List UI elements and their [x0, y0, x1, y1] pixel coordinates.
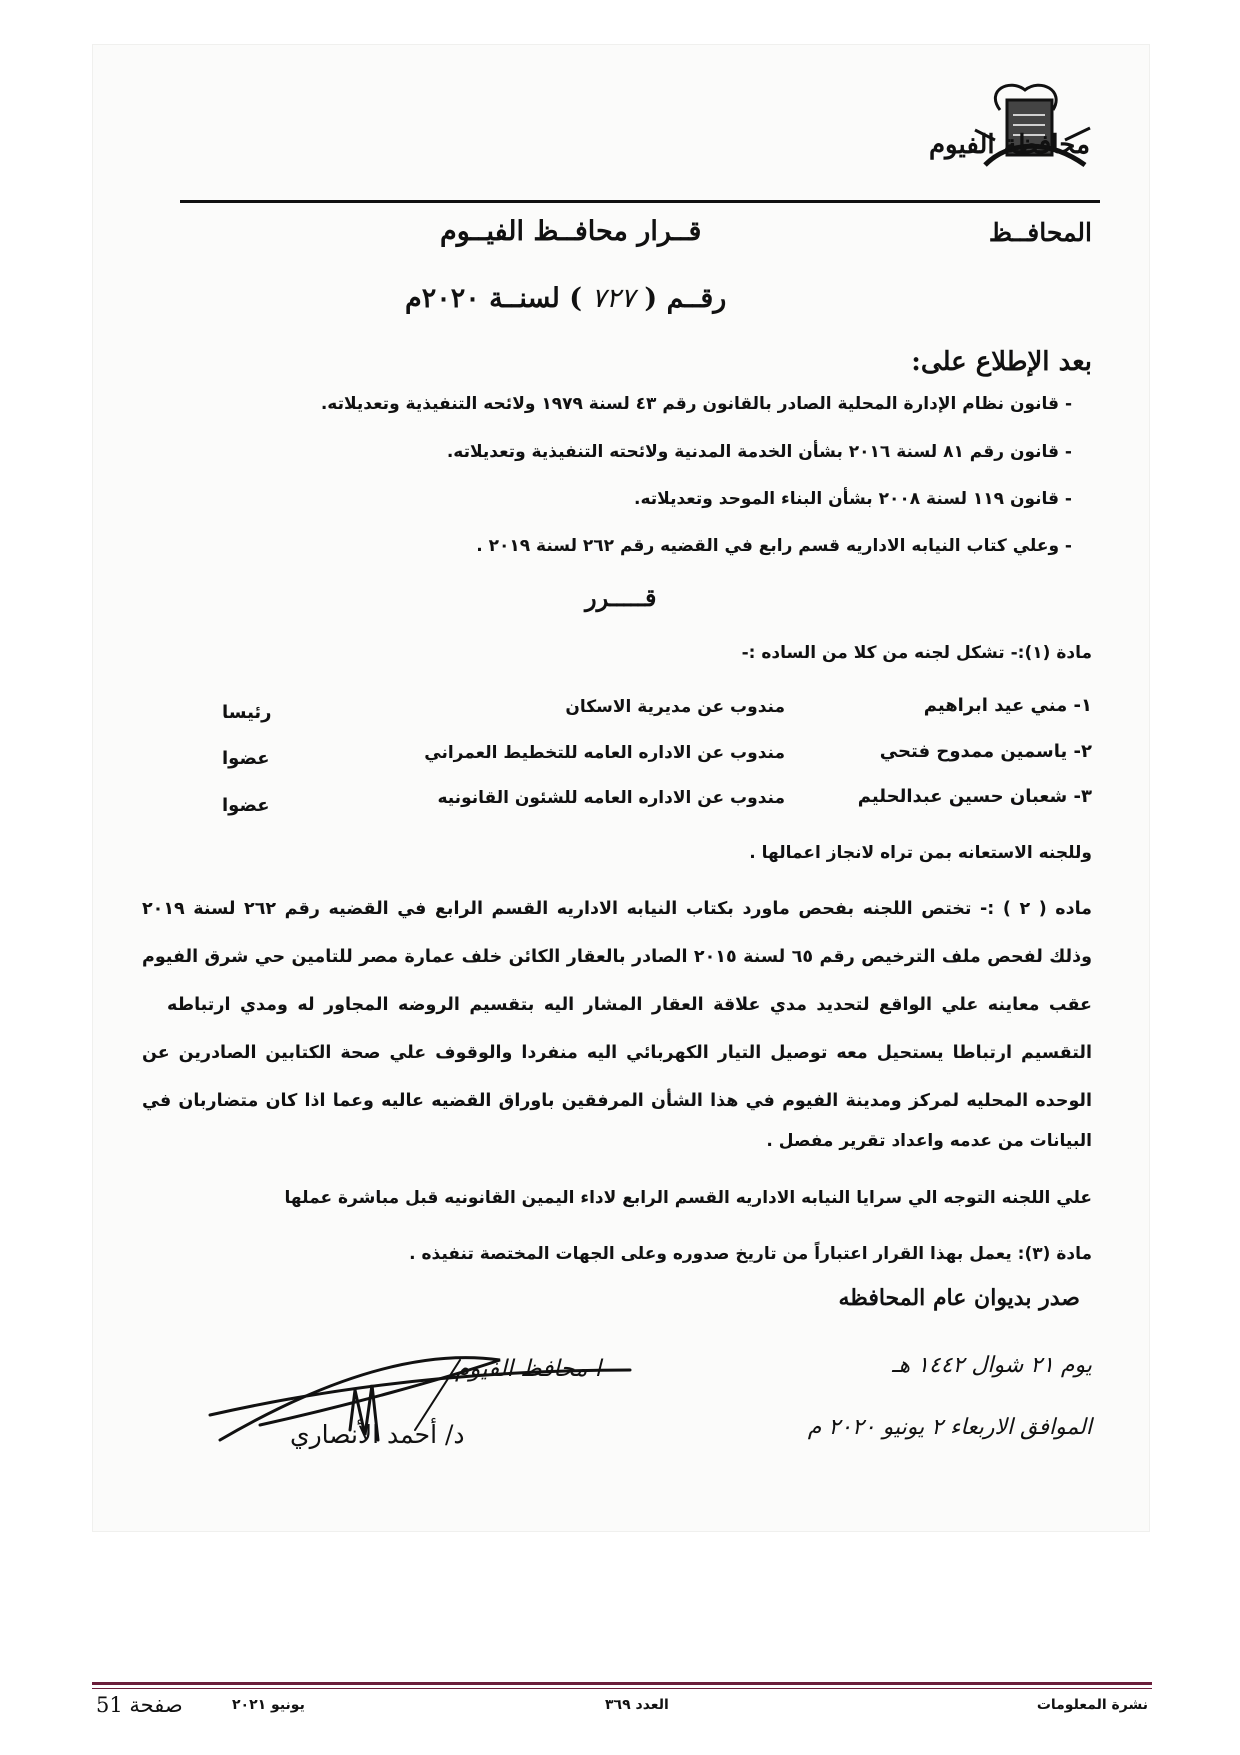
signature-mark	[200, 1330, 640, 1480]
member-role: مندوب عن الاداره العامه للشئون القانونيه	[437, 788, 785, 808]
member-role: مندوب عن الاداره العامه للتخطيط العمراني	[424, 743, 785, 763]
preamble-heading: بعد الإطلاع على:	[911, 347, 1092, 377]
footer-divider	[92, 1682, 1152, 1685]
decision-title: قــرار محافــظ الفيــوم	[440, 216, 702, 247]
member-position: عضوا	[222, 748, 270, 769]
preamble-clause: - قانون ١١٩ لسنة ٢٠٠٨ بشأن البناء الموحد وتعديلاته.	[634, 489, 1072, 509]
article1-assistance: وللجنه الاستعانه بمن تراه لانجاز اعمالها .	[749, 843, 1092, 863]
decided-heading: قـــــرر	[585, 583, 657, 612]
article2-line: التقسيم ارتباطا يستحيل معه توصيل التيار الكهربائي اليه منفردا والوقوف علي صحة الكتابين الصادرين عن	[142, 1043, 1092, 1063]
decision-number	[405, 283, 726, 314]
preamble-clause: - وعلي كتاب النيابه الاداريه قسم رابع في القضيه رقم ٢٦٢ لسنة ٢٠١٩ .	[476, 536, 1072, 556]
signatory-name: د/ أحمد الأنصاري	[290, 1420, 465, 1449]
office-label: المحافــظ	[988, 218, 1092, 247]
article2-line: الوحده المحليه لمركز ومدينة الفيوم في هذا الشأن المرفقين باوراق القضيه عاليه وعما اذا كان متضاربان في	[142, 1091, 1092, 1111]
footer-page-number: صفحة 51	[96, 1693, 183, 1717]
member-role: مندوب عن مديرية الاسكان	[565, 697, 785, 717]
article2-line: البيانات من عدمه واعداد تقرير مفصل .	[766, 1131, 1092, 1151]
footer-month: يونيو ٢٠٢١	[232, 1697, 305, 1713]
member-position: عضوا	[222, 795, 270, 816]
number-suffix: ) لسنــة ٢٠٢٠م	[405, 283, 583, 314]
member-position: رئيسا	[222, 702, 272, 723]
number-value: ٧٢٧	[591, 283, 635, 314]
article2-line: عقب معاينه علي الواقع لتحديد مدي علاقة العقار المشار اليه بتقسيم الروضه المجاور له ومدي ارتباطه	[167, 995, 1092, 1015]
authority-name: محافظة الفيوم	[928, 130, 1090, 160]
article2-line: ماده ( ٢ ) :- تختص اللجنه بفحص ماورد بكتاب النيابه الاداريه القسم الرابع في القضيه رقم ٢٦٢ لسنة ٢٠١٩	[142, 899, 1092, 919]
issued-at: صدر بديوان عام المحافظه	[838, 1285, 1080, 1311]
header-divider	[180, 200, 1100, 203]
article2-line: وذلك لفحص ملف الترخيص رقم ٦٥ لسنة ٢٠١٥ الصادر بالعقار الكائن خلف عمارة مصر للتامين حي شرق الفيوم	[142, 947, 1092, 967]
preamble-clause: - قانون رقم ٨١ لسنة ٢٠١٦ بشأن الخدمة المدنية ولائحته التنفيذية وتعديلاته.	[446, 442, 1072, 462]
signatory-title: ا محافظ الفيوم	[455, 1356, 602, 1382]
article3-text: مادة (٣): يعمل بهذا القرار اعتباراً من تاريخ صدوره وعلى الجهات المختصة تنفيذه .	[409, 1244, 1092, 1264]
article1-text: مادة (١):- تشكل لجنه من كلا من الساده :-	[741, 643, 1092, 663]
gregorian-date: الموافق الاربعاء ٢ يونيو ٢٠٢٠ م	[807, 1415, 1092, 1440]
hijri-date: يوم ٢١ شوال ١٤٤٢ هـ	[892, 1353, 1092, 1378]
member-name: ١- مني عيد ابراهيم	[923, 695, 1092, 716]
footer-issue: العدد ٣٦٩	[605, 1697, 669, 1713]
footer-publication: نشرة المعلومات	[1036, 1697, 1148, 1713]
number-prefix: رقــم (	[644, 283, 727, 314]
member-name: ٢- ياسمين ممدوح فتحي	[879, 741, 1092, 762]
footer-divider-thin	[92, 1688, 1152, 1689]
member-name: ٣- شعبان حسين عبدالحليم	[857, 786, 1092, 807]
preamble-clause: - قانون نظام الإدارة المحلية الصادر بالقانون رقم ٤٣ لسنة ١٩٧٩ ولائحه التنفيذية وتعديلاته.	[320, 394, 1072, 414]
article2-oath: علي اللجنه التوجه الي سرايا النيابه الاداريه القسم الرابع لاداء اليمين القانونيه قبل مباشرة عملها	[284, 1188, 1092, 1208]
